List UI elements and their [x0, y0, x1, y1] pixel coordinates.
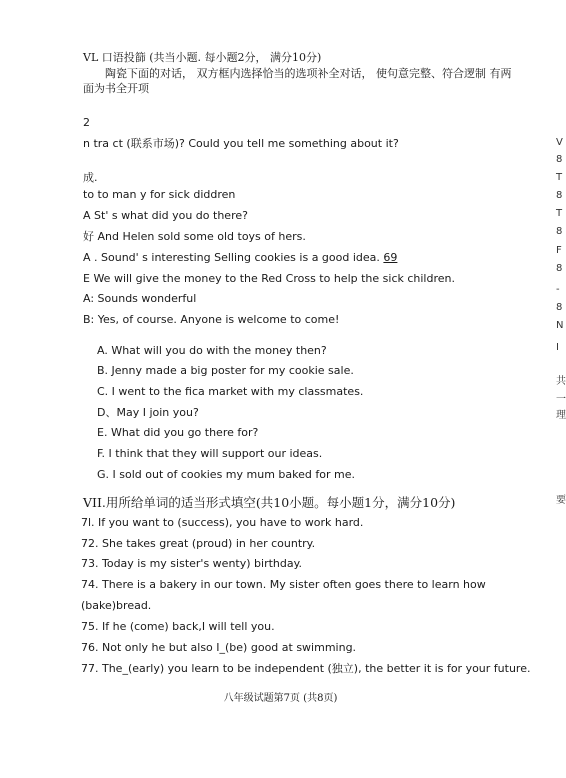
option-item: B. Jenny made a big poster for my cookie sale.: [97, 364, 354, 377]
edge-fragment: N: [556, 320, 564, 331]
question-item: 73. Today is my sister's wenty) birthday.: [81, 557, 303, 570]
dialogue-line: A St' s what did you do there?: [83, 209, 248, 222]
option-item: A. What will you do with the money then?: [97, 344, 327, 357]
option-item: F. I think that they will support our ideas.: [97, 447, 323, 460]
section6-number: 2: [83, 116, 90, 129]
dialogue-text: A . Sound' s interesting Selling cookies is a good idea.: [83, 251, 380, 264]
edge-fragment: 一: [556, 394, 566, 405]
dialogue-line: E We will give the money to the Red Cross to help the sick children.: [83, 272, 455, 285]
dialogue-line: 成.: [83, 171, 98, 184]
edge-fragment: T: [556, 208, 563, 219]
edge-fragment: V: [556, 137, 563, 148]
option-item: G. I sold out of cookies my mum baked for me.: [97, 468, 355, 481]
dialogue-line: n tra ct (联系市场)? Could you tell me something about it?: [83, 137, 399, 150]
question-item: 76. Not only he but also I_(be) good at swimming.: [81, 641, 357, 654]
question-item: 7l. If you want to (success), you have to work hard.: [81, 516, 364, 529]
edge-fragment: 共: [556, 376, 566, 387]
edge-fragment: 理: [556, 410, 566, 421]
blank-number: 69: [383, 251, 398, 264]
question-item: 74. There is a bakery in our town. My sister often goes there to learn how: [81, 578, 486, 591]
edge-fragment: I: [556, 342, 559, 353]
edge-fragment: T: [556, 172, 563, 183]
dialogue-line: 好 And Helen sold some old toys of hers.: [83, 230, 306, 243]
edge-fragment: 8: [556, 263, 563, 274]
edge-fragment: F: [556, 245, 562, 256]
question-item: (bake)bread.: [81, 599, 152, 612]
dialogue-line: to to man y for sick diddren: [83, 188, 236, 201]
dialogue-line: B: Yes, of course. Anyone is welcome to come!: [83, 313, 340, 326]
edge-fragment: 8: [556, 154, 563, 165]
option-item: E. What did you go there for?: [97, 426, 259, 439]
edge-fragment: 要: [556, 495, 566, 506]
dialogue-line: [83, 251, 397, 265]
section6-instruction-line1: 陶瓷下面的对话， 双方框内选择恰当的选项补全对话， 使句意完整、符合逻制 有两: [105, 67, 512, 80]
section7-heading: VII.用所给单词的适当形式填空(共10小题。每小题1分，满分10分): [83, 495, 456, 510]
question-item: 75. If he (come) back,I will tell you.: [81, 620, 275, 633]
edge-fragment: -: [556, 284, 560, 295]
page-footer: 八年级试题第7页 (共8页): [223, 693, 338, 704]
dialogue-line: A: Sounds wonderful: [83, 292, 197, 305]
option-item: D、May I join you?: [97, 406, 199, 419]
section6-heading: VL 口语投篩 (共当小题. 每小题2分， 满分10分): [83, 51, 322, 64]
option-item: C. I went to the fica market with my classmates.: [97, 385, 364, 398]
section6-instruction-line2: 面为书全开项: [83, 82, 149, 95]
edge-fragment: 8: [556, 226, 563, 237]
question-item: 77. The_(early) you learn to be independent (独立), the better it is for your future.: [81, 662, 531, 675]
question-item: 72. She takes great (proud) in her country.: [81, 537, 316, 550]
edge-fragment: 8: [556, 302, 563, 313]
edge-fragment: 8: [556, 190, 563, 201]
